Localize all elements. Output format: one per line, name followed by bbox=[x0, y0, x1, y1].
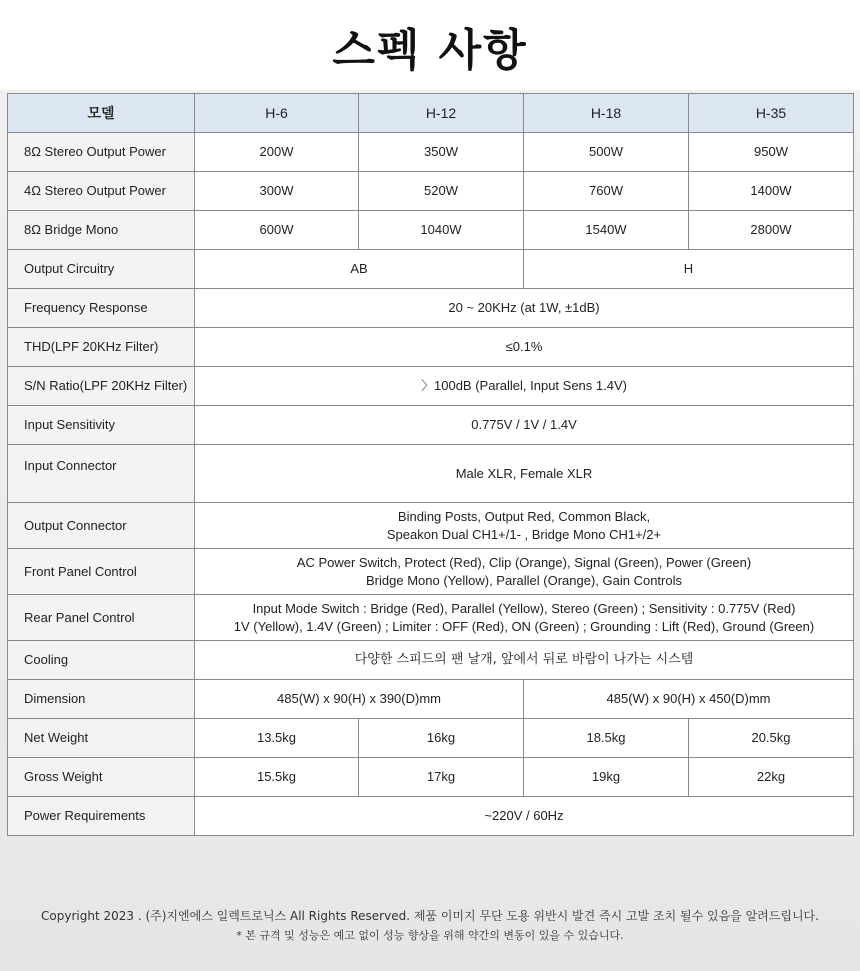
row-label-stereo8: 8Ω Stereo Output Power bbox=[8, 133, 195, 172]
row-label-net-weight: Net Weight bbox=[8, 719, 195, 758]
row-label-thd: THD(LPF 20KHz Filter) bbox=[8, 328, 195, 367]
row-label-front-panel: Front Panel Control bbox=[8, 549, 195, 595]
row-label-bridge8: 8Ω Bridge Mono bbox=[8, 211, 195, 250]
cell-dimension-h18-h35: 485(W) x 90(H) x 450(D)mm bbox=[524, 680, 854, 719]
table-row bbox=[8, 211, 854, 250]
cell-stereo4-h18: 760W bbox=[524, 172, 689, 211]
table-row bbox=[8, 172, 854, 211]
row-label-snr: S/N Ratio(LPF 20KHz Filter) bbox=[8, 367, 195, 406]
table-row bbox=[8, 367, 854, 406]
cell-gross-weight-h18: 19kg bbox=[524, 758, 689, 797]
table-row bbox=[8, 133, 854, 172]
cell-circuitry-h6-h12: AB bbox=[195, 250, 524, 289]
cell-gross-weight-h35: 22kg bbox=[689, 758, 854, 797]
cell-gross-weight-h6: 15.5kg bbox=[195, 758, 359, 797]
row-label-dimension: Dimension bbox=[8, 680, 195, 719]
cell-gross-weight-h12: 17kg bbox=[359, 758, 524, 797]
cell-sensitivity: 0.775V / 1V / 1.4V bbox=[195, 406, 854, 445]
spec-table bbox=[7, 93, 854, 836]
cell-power: ~220V / 60Hz bbox=[195, 797, 854, 836]
table-row bbox=[8, 595, 854, 641]
cell-dimension-h6-h12: 485(W) x 90(H) x 390(D)mm bbox=[195, 680, 524, 719]
disclaimer-note: * 본 규격 및 성능은 예고 없이 성능 향상을 위해 약간의 변동이 있을 수 있습니다. bbox=[236, 929, 624, 942]
copyright-text: Copyright 2023 . (주)지엔에스 일렉트로닉스 All Rights Reserved. 제품 이미지 무단 도용 위반시 발견 즉시 고발 조치 될수 있음을 알려드립니다. bbox=[41, 909, 819, 923]
row-label-power: Power Requirements bbox=[8, 797, 195, 836]
output-connector-line-1: Binding Posts, Output Red, Common Black, bbox=[397, 508, 651, 524]
table-row bbox=[8, 680, 854, 719]
cell-bridge8-h6: 600W bbox=[195, 211, 359, 250]
row-label-stereo4: 4Ω Stereo Output Power bbox=[8, 172, 195, 211]
cell-net-weight-h12: 16kg bbox=[359, 719, 524, 758]
cell-cooling: 다양한 스피드의 팬 날개, 앞에서 뒤로 바람이 나가는 시스템 bbox=[195, 641, 854, 680]
table-row bbox=[8, 758, 854, 797]
row-label-rear-panel: Rear Panel Control bbox=[8, 595, 195, 641]
output-connector-line-2: Speakon Dual CH1+/1- , Bridge Mono CH1+/2+ bbox=[386, 526, 662, 542]
cell-stereo4-h6: 300W bbox=[195, 172, 359, 211]
cell-stereo8-h6: 200W bbox=[195, 133, 359, 172]
front-panel-line-1: AC Power Switch, Protect (Red), Clip (Orange), Signal (Green), Power (Green) bbox=[296, 554, 752, 570]
cell-bridge8-h18: 1540W bbox=[524, 211, 689, 250]
row-label-sensitivity: Input Sensitivity bbox=[8, 406, 195, 445]
row-label-output-connector: Output Connector bbox=[8, 503, 195, 549]
page-title: 스펙 사항 bbox=[332, 25, 528, 76]
table-row bbox=[8, 797, 854, 836]
cell-frequency: 20 ~ 20KHz (at 1W, ±1dB) bbox=[195, 289, 854, 328]
cell-net-weight-h18: 18.5kg bbox=[524, 719, 689, 758]
model-h18-header: H-18 bbox=[524, 94, 689, 133]
model-h12-header: H-12 bbox=[359, 94, 524, 133]
table-row bbox=[8, 503, 854, 549]
table-row bbox=[8, 641, 854, 680]
cell-bridge8-h12: 1040W bbox=[359, 211, 524, 250]
cell-front-panel bbox=[195, 549, 854, 595]
cell-stereo4-h12: 520W bbox=[359, 172, 524, 211]
table-row bbox=[8, 549, 854, 595]
rear-panel-line-2: 1V (Yellow), 1.4V (Green) ; Limiter : OFF (Red), ON (Green) ; Grounding : Lift (Red), Ground (Green) bbox=[233, 618, 815, 634]
cell-circuitry-h18-h35: H bbox=[524, 250, 854, 289]
front-panel-line-2: Bridge Mono (Yellow), Parallel (Orange), Gain Controls bbox=[366, 572, 682, 588]
cell-bridge8-h35: 2800W bbox=[689, 211, 854, 250]
cell-snr: 〉100dB (Parallel, Input Sens 1.4V) bbox=[195, 367, 854, 406]
cell-rear-panel bbox=[195, 595, 854, 641]
row-label-cooling: Cooling bbox=[8, 641, 195, 680]
cell-stereo8-h18: 500W bbox=[524, 133, 689, 172]
table-row bbox=[8, 328, 854, 367]
row-label-frequency: Frequency Response bbox=[8, 289, 195, 328]
table-row bbox=[8, 250, 854, 289]
table-row bbox=[8, 289, 854, 328]
rear-panel-line-1: Input Mode Switch : Bridge (Red), Parallel (Yellow), Stereo (Green) ; Sensitivity : 0.775V (Red) bbox=[252, 600, 796, 616]
cell-net-weight-h35: 20.5kg bbox=[689, 719, 854, 758]
cell-stereo8-h35: 950W bbox=[689, 133, 854, 172]
table-row bbox=[8, 445, 854, 503]
row-label-circuitry: Output Circuitry bbox=[8, 250, 195, 289]
cell-input-connector: Male XLR, Female XLR bbox=[195, 445, 854, 503]
cell-output-connector bbox=[195, 503, 854, 549]
footer bbox=[0, 906, 860, 946]
table-row bbox=[8, 719, 854, 758]
row-label-input-connector: Input Connector bbox=[8, 445, 195, 503]
table-header-row bbox=[8, 94, 854, 133]
table-row bbox=[8, 406, 854, 445]
cell-thd: ≤0.1% bbox=[195, 328, 854, 367]
model-header-label: 모델 bbox=[8, 94, 195, 133]
model-h6-header: H-6 bbox=[195, 94, 359, 133]
cell-stereo4-h35: 1400W bbox=[689, 172, 854, 211]
cell-stereo8-h12: 350W bbox=[359, 133, 524, 172]
model-h35-header: H-35 bbox=[689, 94, 854, 133]
row-label-gross-weight: Gross Weight bbox=[8, 758, 195, 797]
cell-net-weight-h6: 13.5kg bbox=[195, 719, 359, 758]
title-area bbox=[0, 0, 860, 90]
